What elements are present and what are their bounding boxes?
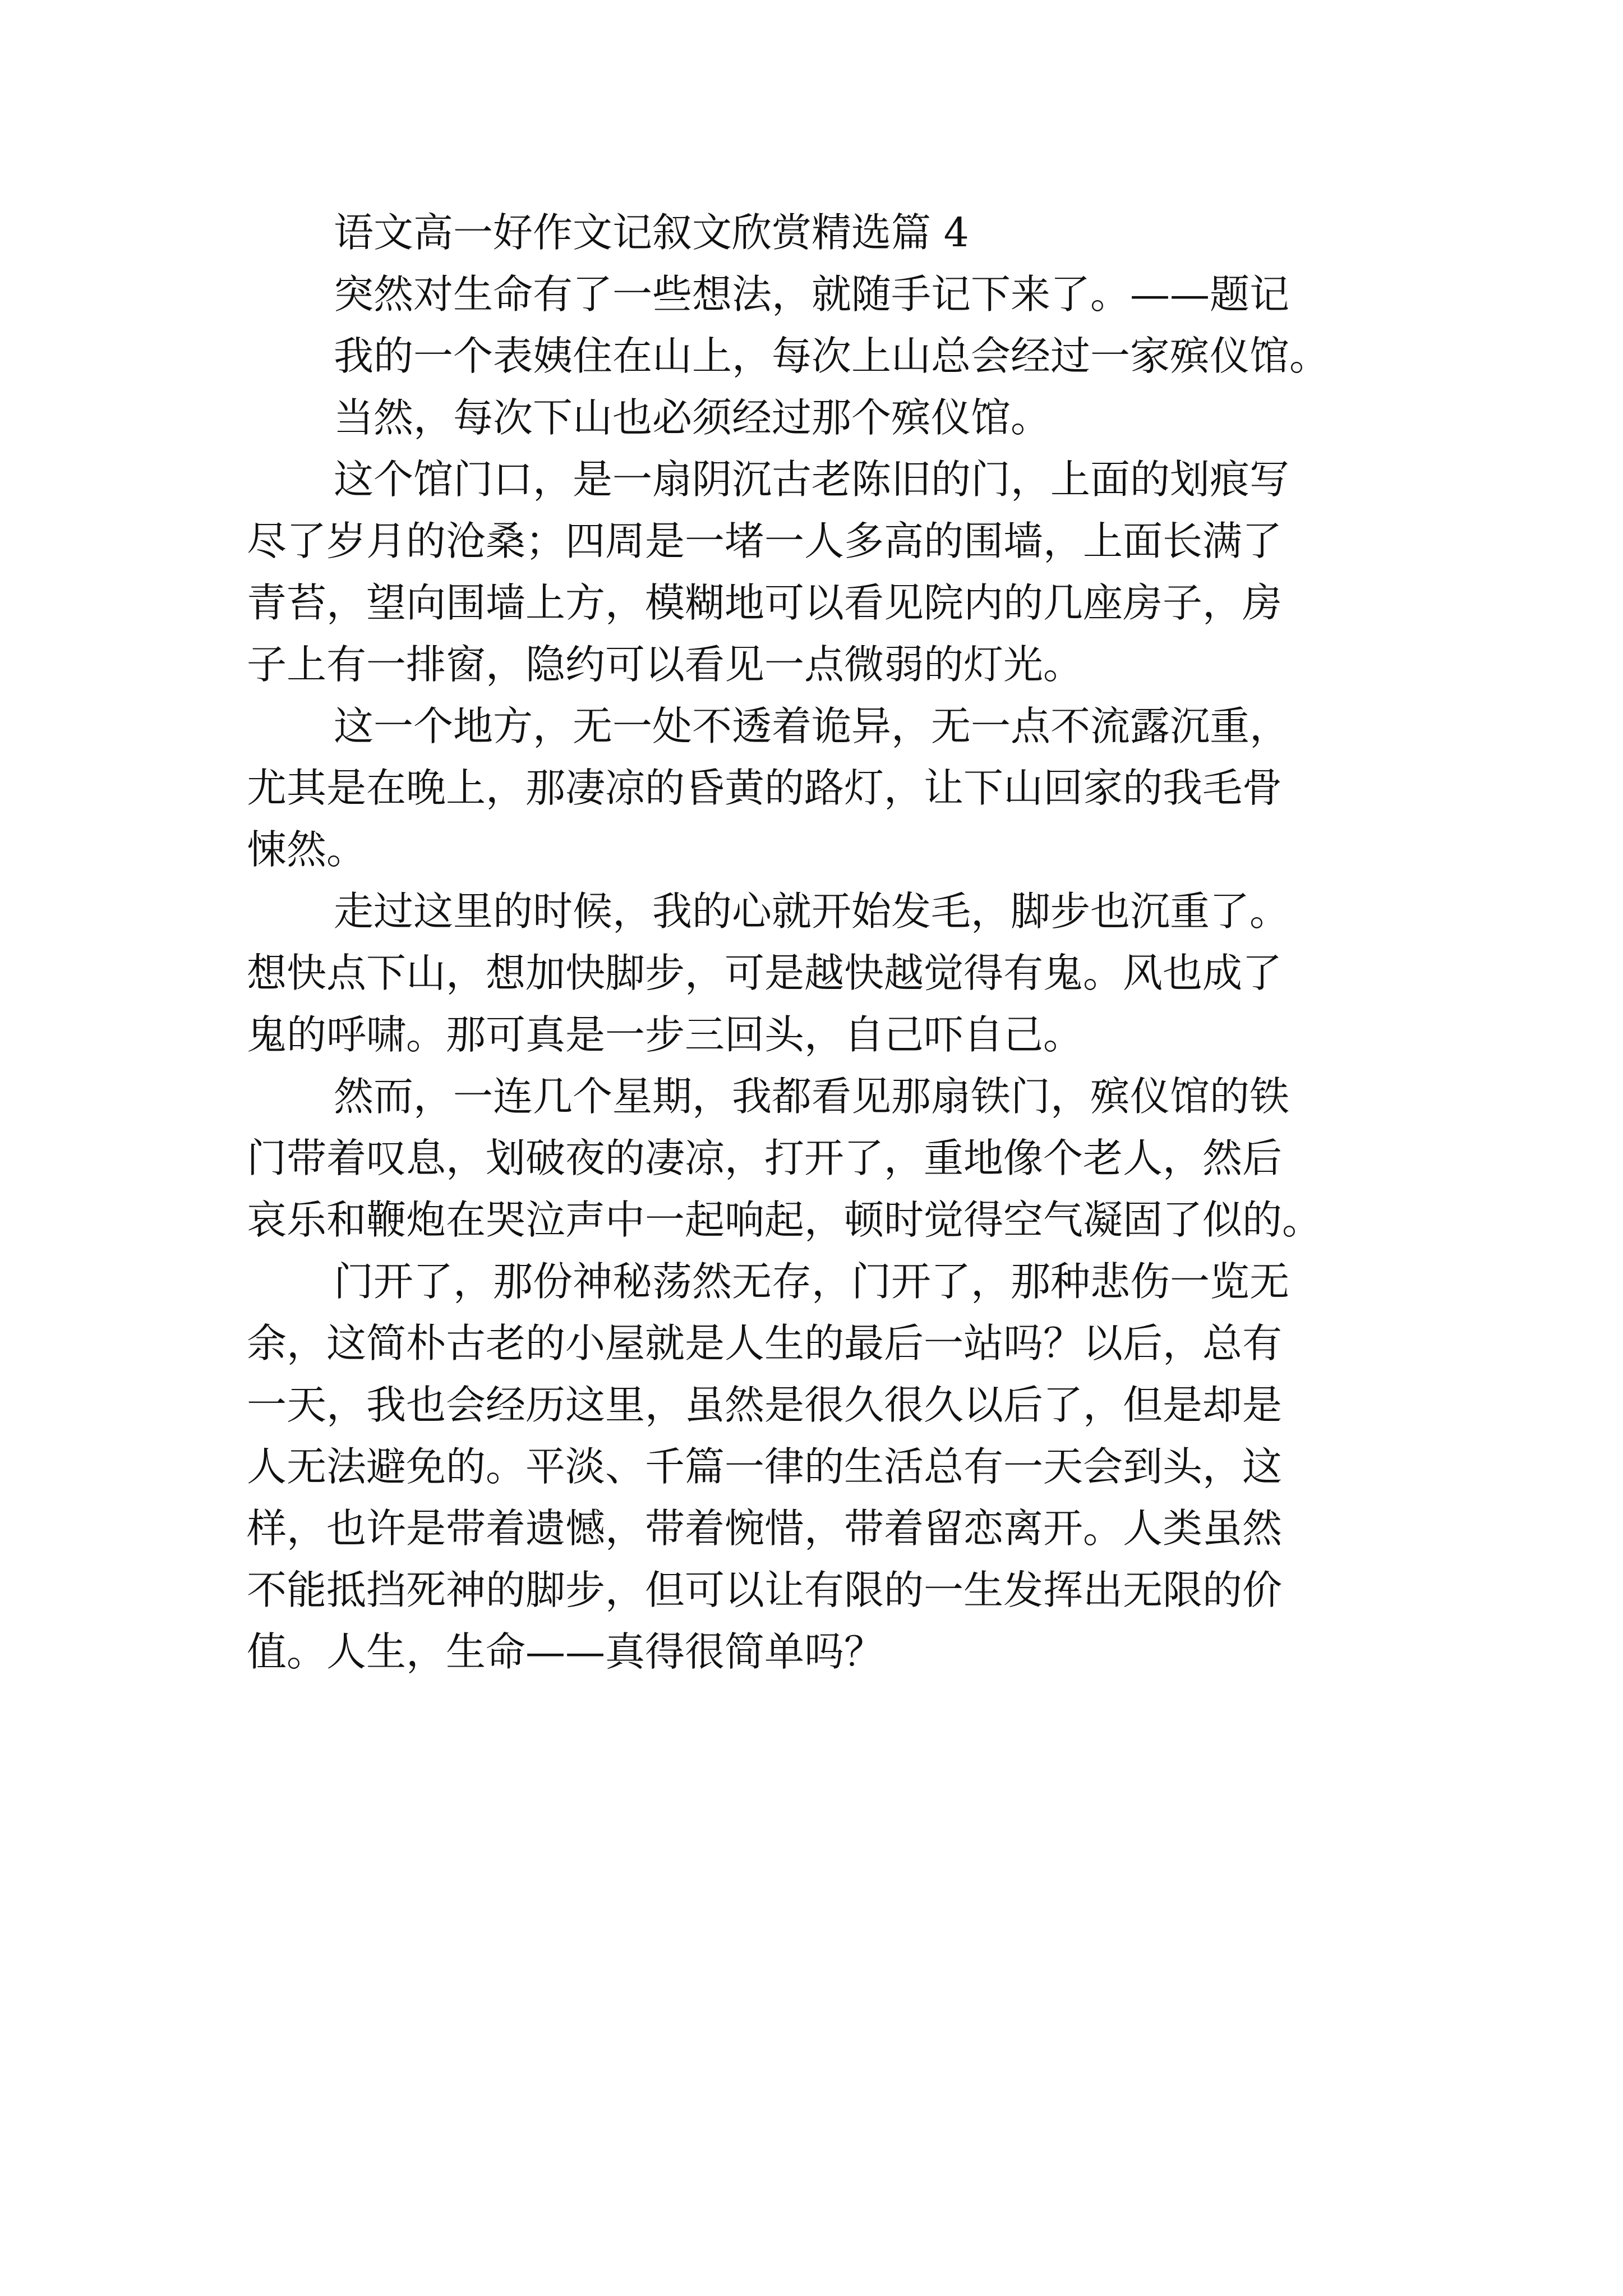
text-line: 一天，我也会经历这里，虽然是很久很久以后了，但是却是 (247, 1382, 1283, 1428)
text-line: 青苔，望向围墙上方，模糊地可以看见院内的几座房子，房 (247, 579, 1283, 626)
text-line: 样，也许是带着遗憾，带着惋惜，带着留恋离开。人类虽然 (247, 1505, 1283, 1552)
text-line: 我的一个表姨住在山上，每次上山总会经过一家殡仪馆。 (334, 333, 1330, 379)
text-line: 突然对生命有了一些想法，就随手记下来了。——题记 (334, 271, 1290, 318)
text-line: 余，这简朴古老的小屋就是人生的最后一站吗？以后，总有 (247, 1320, 1283, 1366)
text-line: 尽了岁月的沧桑；四周是一堵一人多高的围墙，上面长满了 (247, 518, 1283, 564)
text-line: 哀乐和鞭炮在哭泣声中一起响起，顿时觉得空气凝固了似的。 (247, 1197, 1322, 1243)
text-line: 不能抵挡死神的脚步，但可以让有限的一生发挥出无限的价 (247, 1567, 1283, 1613)
text-line: 子上有一排窗，隐约可以看见一点微弱的灯光。 (247, 641, 1083, 688)
document-body (247, 202, 1380, 1683)
text-line: 尤其是在晚上，那凄凉的昏黄的路灯，让下山回家的我毛骨 (247, 765, 1283, 811)
text-line: 值。人生，生命——真得很简单吗？ (247, 1628, 884, 1675)
text-line: 鬼的呼啸。那可真是一步三回头，自己吓自己。 (247, 1011, 1083, 1058)
text-line: 悚然。 (247, 826, 367, 873)
text-line: 人无法避免的。平淡、千篇一律的生活总有一天会到头，这 (247, 1443, 1283, 1490)
text-line: 这一个地方，无一处不透着诡异，无一点不流露沉重， (334, 703, 1290, 749)
text-line: 这个馆门口，是一扇阴沉古老陈旧的门，上面的划痕写 (334, 456, 1290, 503)
document-title-line: 语文高一好作文记叙文欣赏精选篇 4 (334, 209, 969, 256)
text-line: 门开了，那份神秘荡然无存，门开了，那种悲伤一览无 (334, 1258, 1290, 1305)
text-line: 当然，每次下山也必须经过那个殡仪馆。 (334, 394, 1051, 441)
text-line: 想快点下山，想加快脚步，可是越快越觉得有鬼。风也成了 (247, 950, 1283, 996)
text-line: 门带着叹息，划破夜的凄凉，打开了，重地像个老人，然后 (247, 1135, 1283, 1181)
text-line: 然而，一连几个星期，我都看见那扇铁门，殡仪馆的铁 (334, 1073, 1290, 1120)
text-line: 走过这里的时候，我的心就开始发毛，脚步也沉重了。 (334, 888, 1290, 935)
